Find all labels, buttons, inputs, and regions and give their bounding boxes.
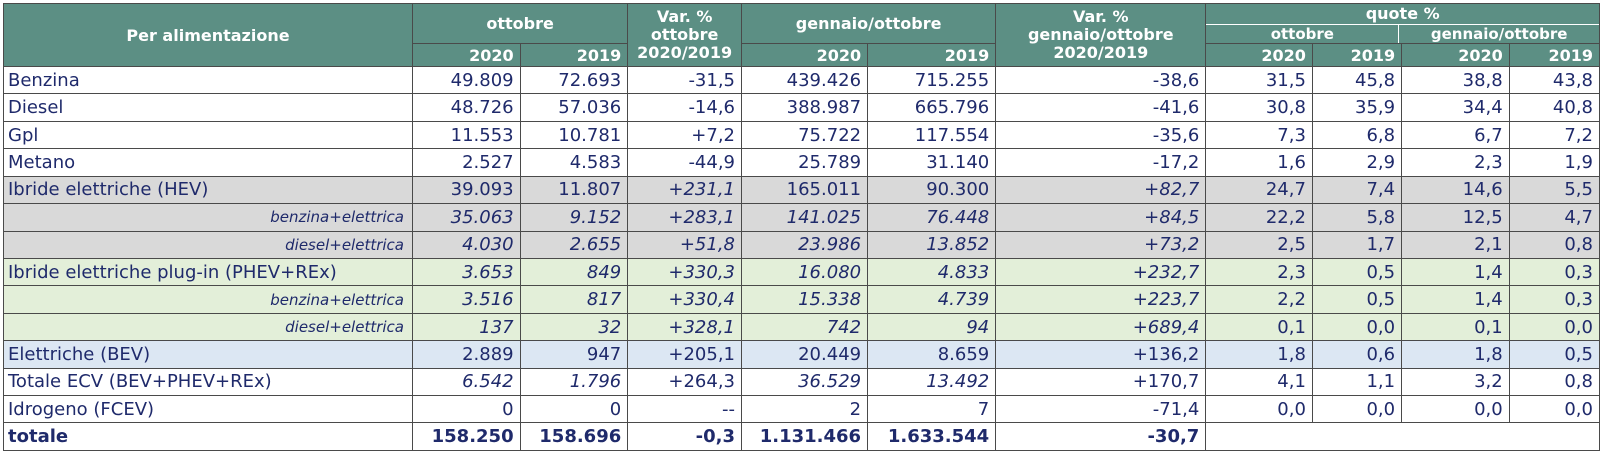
cell-q-ott-2019: 45,8 [1312, 67, 1401, 94]
cell-ott-2019: 2.655 [520, 231, 628, 258]
cell-var-ott: +264,3 [628, 368, 742, 395]
cell-q-gen-2019: 0,3 [1509, 258, 1599, 285]
table-row [4, 231, 1600, 258]
cell-gen-2020: 439.426 [742, 67, 868, 94]
cell-gen-2019: 13.852 [868, 231, 996, 258]
cell-ott-2020: 39.093 [412, 176, 520, 203]
cell-q-ott-2020: 7,3 [1206, 121, 1313, 148]
header-quote-ottobre: ottobre [1206, 25, 1399, 43]
cell-q-gen-2019: 7,2 [1509, 121, 1599, 148]
cell-ott-2020: 49.809 [412, 67, 520, 94]
header-ott-2019: 2019 [520, 44, 628, 67]
cell-gen-2019: 8.659 [868, 341, 996, 368]
cell-gen-2019: 4.833 [868, 258, 996, 285]
cell-var-ott: -44,9 [628, 149, 742, 176]
row-label: Totale ECV (BEV+PHEV+REx) [4, 368, 413, 395]
cell-q-gen-2019: 1,9 [1509, 149, 1599, 176]
cell-q-gen-2020: 1,4 [1402, 258, 1510, 285]
cell-ott-2019: 32 [520, 313, 628, 340]
header-ott-2020: 2020 [412, 44, 520, 67]
cell-q-gen-2020: 3,2 [1402, 368, 1510, 395]
cell-q-ott-2019: 1,7 [1312, 231, 1401, 258]
cell-ott-2020: 3.516 [412, 286, 520, 313]
cell-gen-2020: 75.722 [742, 121, 868, 148]
registrations-table [3, 3, 1600, 451]
cell-q-gen-2020: 12,5 [1402, 204, 1510, 231]
cell-q-gen-2019: 5,5 [1509, 176, 1599, 203]
header-q-ott-2020: 2020 [1206, 44, 1313, 67]
cell-ott-2020: 2.889 [412, 341, 520, 368]
cell-gen-2020: 742 [742, 313, 868, 340]
header-ottobre: ottobre [412, 4, 627, 44]
cell-ott-2020: 0 [412, 396, 520, 423]
cell-q-gen-2019: 0,8 [1509, 231, 1599, 258]
cell-var-gen: +223,7 [996, 286, 1206, 313]
cell-ott-2019: 817 [520, 286, 628, 313]
cell-gen-2019: 90.300 [868, 176, 996, 203]
cell-q-ott-2019: 5,8 [1312, 204, 1401, 231]
cell-var-gen: -17,2 [996, 149, 1206, 176]
cell-q-ott-2020: 22,2 [1206, 204, 1313, 231]
cell-ott-2019: 4.583 [520, 149, 628, 176]
cell-gen-2020: 25.789 [742, 149, 868, 176]
cell-gen-2019: 117.554 [868, 121, 996, 148]
cell-ott-2020: 35.063 [412, 204, 520, 231]
row-label: Metano [4, 149, 413, 176]
header-gen-2020: 2020 [742, 44, 868, 67]
cell-q-gen-2019: 0,8 [1509, 368, 1599, 395]
header-gen-2019: 2019 [868, 44, 996, 67]
cell-q-ott-2019: 0,6 [1312, 341, 1401, 368]
cell-q-ott-2019: 0,5 [1312, 258, 1401, 285]
cell-q-gen-2019: 0,3 [1509, 286, 1599, 313]
cell-gen-2020: 23.986 [742, 231, 868, 258]
cell-q-ott-2019: 0,0 [1312, 396, 1401, 423]
cell-ott-2020: 2.527 [412, 149, 520, 176]
cell-q-gen-2019: 40,8 [1509, 94, 1599, 121]
row-label: Diesel [4, 94, 413, 121]
cell-ott-2020: 137 [412, 313, 520, 340]
cell-gen-2020: 20.449 [742, 341, 868, 368]
total-row [4, 423, 1600, 451]
row-label: totale [4, 423, 413, 451]
cell-ott-2019: 1.796 [520, 368, 628, 395]
cell-q-gen-2020: 1,8 [1402, 341, 1510, 368]
cell-q-ott-2020: 0,1 [1206, 313, 1313, 340]
cell-q-ott-2019: 0,5 [1312, 286, 1401, 313]
row-label: Ibride elettriche plug-in (PHEV+REx) [4, 258, 413, 285]
cell-var-ott: +330,4 [628, 286, 742, 313]
header-quote: quote % ottobre gennaio/ottobre [1206, 4, 1600, 44]
quote-empty-cell [1206, 423, 1600, 451]
header-var-gennaio-ottobre: Var. % gennaio/ottobre 2020/2019 [996, 4, 1206, 67]
cell-var-ott: +205,1 [628, 341, 742, 368]
cell-ott-2019: 947 [520, 341, 628, 368]
cell-gen-2019: 1.633.544 [868, 423, 996, 451]
cell-gen-2019: 13.492 [868, 368, 996, 395]
cell-gen-2019: 715.255 [868, 67, 996, 94]
cell-q-gen-2020: 14,6 [1402, 176, 1510, 203]
cell-ott-2019: 57.036 [520, 94, 628, 121]
cell-gen-2020: 16.080 [742, 258, 868, 285]
header-var-ottobre: Var. % ottobre 2020/2019 [628, 4, 742, 67]
table-row [4, 313, 1600, 340]
cell-q-ott-2020: 31,5 [1206, 67, 1313, 94]
cell-q-gen-2019: 0,0 [1509, 396, 1599, 423]
cell-q-ott-2019: 1,1 [1312, 368, 1401, 395]
row-label: Ibride elettriche (HEV) [4, 176, 413, 203]
cell-ott-2020: 4.030 [412, 231, 520, 258]
header-q-gen-2019: 2019 [1509, 44, 1599, 67]
cell-var-ott: +330,3 [628, 258, 742, 285]
table-row [4, 121, 1600, 148]
cell-q-ott-2020: 0,0 [1206, 396, 1313, 423]
cell-ott-2019: 72.693 [520, 67, 628, 94]
table-header [4, 4, 1600, 67]
table-row [4, 204, 1600, 231]
cell-q-ott-2019: 0,0 [1312, 313, 1401, 340]
cell-q-ott-2020: 30,8 [1206, 94, 1313, 121]
cell-var-ott: -- [628, 396, 742, 423]
cell-q-ott-2019: 7,4 [1312, 176, 1401, 203]
cell-ott-2020: 6.542 [412, 368, 520, 395]
cell-q-ott-2020: 1,8 [1206, 341, 1313, 368]
cell-ott-2019: 158.696 [520, 423, 628, 451]
cell-ott-2019: 9.152 [520, 204, 628, 231]
cell-var-gen: -71,4 [996, 396, 1206, 423]
cell-q-ott-2020: 4,1 [1206, 368, 1313, 395]
cell-q-ott-2020: 1,6 [1206, 149, 1313, 176]
cell-q-ott-2019: 2,9 [1312, 149, 1401, 176]
cell-var-gen: +170,7 [996, 368, 1206, 395]
cell-var-ott: +328,1 [628, 313, 742, 340]
cell-q-gen-2020: 38,8 [1402, 67, 1510, 94]
cell-var-gen: +136,2 [996, 341, 1206, 368]
cell-ott-2019: 0 [520, 396, 628, 423]
cell-ott-2019: 11.807 [520, 176, 628, 203]
cell-q-gen-2020: 0,0 [1402, 396, 1510, 423]
header-q-gen-2020: 2020 [1402, 44, 1510, 67]
cell-var-gen: -35,6 [996, 121, 1206, 148]
cell-q-ott-2020: 2,2 [1206, 286, 1313, 313]
row-label: Idrogeno (FCEV) [4, 396, 413, 423]
table-row [4, 396, 1600, 423]
cell-q-gen-2020: 1,4 [1402, 286, 1510, 313]
cell-ott-2020: 48.726 [412, 94, 520, 121]
cell-var-gen: -30,7 [996, 423, 1206, 451]
cell-gen-2020: 1.131.466 [742, 423, 868, 451]
cell-var-ott: -0,3 [628, 423, 742, 451]
cell-gen-2019: 7 [868, 396, 996, 423]
cell-ott-2020: 11.553 [412, 121, 520, 148]
header-alimentazione: Per alimentazione [4, 4, 413, 67]
cell-var-ott: +283,1 [628, 204, 742, 231]
cell-gen-2019: 4.739 [868, 286, 996, 313]
row-label: Elettriche (BEV) [4, 341, 413, 368]
cell-ott-2020: 158.250 [412, 423, 520, 451]
cell-gen-2019: 76.448 [868, 204, 996, 231]
cell-q-gen-2020: 34,4 [1402, 94, 1510, 121]
cell-var-gen: +84,5 [996, 204, 1206, 231]
row-label: diesel+elettrica [4, 313, 413, 340]
table-row [4, 176, 1600, 203]
cell-q-gen-2019: 0,5 [1509, 341, 1599, 368]
cell-q-ott-2020: 2,3 [1206, 258, 1313, 285]
cell-q-gen-2019: 43,8 [1509, 67, 1599, 94]
cell-var-ott: -31,5 [628, 67, 742, 94]
cell-gen-2019: 94 [868, 313, 996, 340]
table-row [4, 368, 1600, 395]
cell-ott-2020: 3.653 [412, 258, 520, 285]
cell-q-ott-2019: 35,9 [1312, 94, 1401, 121]
table-row [4, 258, 1600, 285]
cell-q-gen-2019: 0,0 [1509, 313, 1599, 340]
header-q-ott-2019: 2019 [1312, 44, 1401, 67]
cell-var-ott: +7,2 [628, 121, 742, 148]
cell-var-ott: +51,8 [628, 231, 742, 258]
cell-q-gen-2020: 0,1 [1402, 313, 1510, 340]
cell-gen-2020: 388.987 [742, 94, 868, 121]
cell-gen-2020: 2 [742, 396, 868, 423]
table-row [4, 94, 1600, 121]
cell-var-ott: +231,1 [628, 176, 742, 203]
table-body [4, 67, 1600, 451]
cell-gen-2020: 15.338 [742, 286, 868, 313]
cell-q-ott-2019: 6,8 [1312, 121, 1401, 148]
cell-var-gen: +82,7 [996, 176, 1206, 203]
cell-q-gen-2020: 6,7 [1402, 121, 1510, 148]
header-quote-gennaio-ottobre: gennaio/ottobre [1430, 25, 1568, 43]
table-row [4, 341, 1600, 368]
cell-gen-2020: 36.529 [742, 368, 868, 395]
row-label: Benzina [4, 67, 413, 94]
row-label: benzina+elettrica [4, 204, 413, 231]
cell-q-gen-2019: 4,7 [1509, 204, 1599, 231]
cell-ott-2019: 10.781 [520, 121, 628, 148]
header-gennaio-ottobre: gennaio/ottobre [742, 4, 996, 44]
cell-gen-2019: 665.796 [868, 94, 996, 121]
cell-var-gen: +232,7 [996, 258, 1206, 285]
table-row [4, 67, 1600, 94]
row-label: diesel+elettrica [4, 231, 413, 258]
cell-q-ott-2020: 2,5 [1206, 231, 1313, 258]
cell-var-gen: -41,6 [996, 94, 1206, 121]
cell-var-gen: +689,4 [996, 313, 1206, 340]
table-row [4, 286, 1600, 313]
cell-var-ott: -14,6 [628, 94, 742, 121]
cell-gen-2019: 31.140 [868, 149, 996, 176]
cell-q-ott-2020: 24,7 [1206, 176, 1313, 203]
cell-gen-2020: 141.025 [742, 204, 868, 231]
cell-gen-2020: 165.011 [742, 176, 868, 203]
cell-var-gen: -38,6 [996, 67, 1206, 94]
row-label: benzina+elettrica [4, 286, 413, 313]
table-row [4, 149, 1600, 176]
cell-ott-2019: 849 [520, 258, 628, 285]
cell-q-gen-2020: 2,1 [1402, 231, 1510, 258]
row-label: Gpl [4, 121, 413, 148]
cell-var-gen: +73,2 [996, 231, 1206, 258]
cell-q-gen-2020: 2,3 [1402, 149, 1510, 176]
